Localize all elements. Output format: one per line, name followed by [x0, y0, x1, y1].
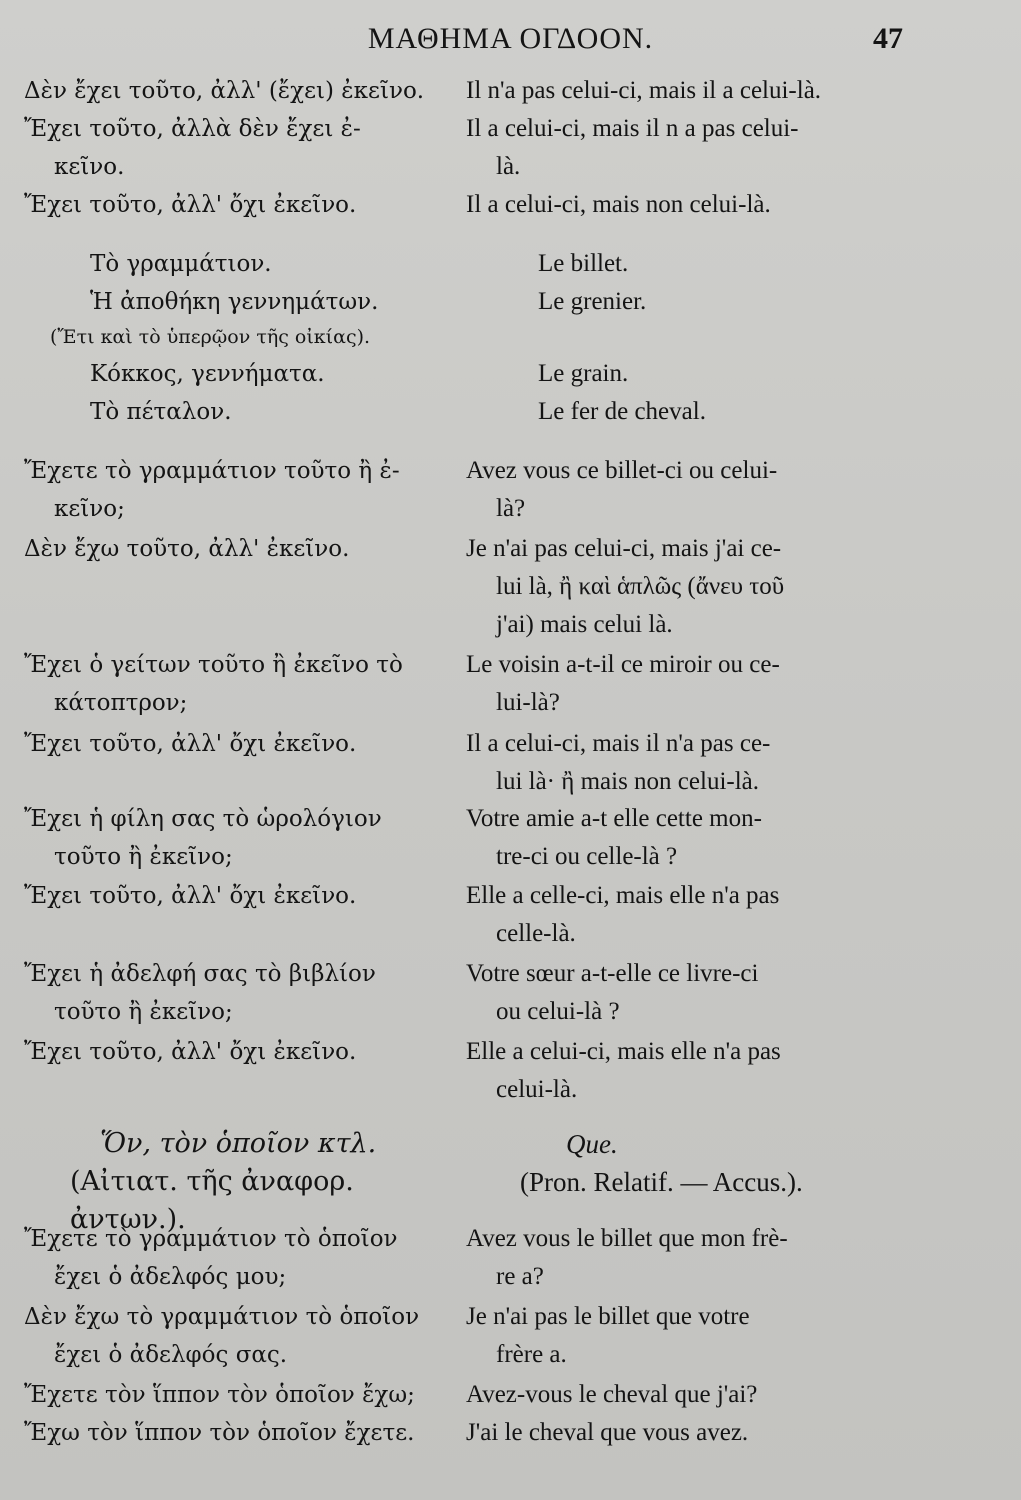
- greek-text-line: Ἔχει τοῦτο, ἀλλ' ὄχι ἐκεῖνο.: [24, 192, 357, 218]
- greek-text: [24, 530, 459, 568]
- french-text-line: Elle a celui-ci, mais elle n'a pas: [466, 1038, 781, 1065]
- greek-text-line: Ἔχει ἡ ἀδελφή σας τὸ βιβλίον: [24, 961, 376, 987]
- french-text-line: lui-là?: [496, 689, 560, 716]
- greek-text-line: Ἔχει τοῦτο, ἀλλ' ὄχι ἐκεῖνο.: [24, 1039, 357, 1065]
- greek-text-line: κεῖνο.: [54, 154, 125, 180]
- section-heading-french: Que.: [566, 1129, 618, 1159]
- french-text: [466, 1298, 896, 1374]
- french-text-line: Il a celui-ci, mais non celui-là.: [466, 191, 771, 218]
- french-text: [466, 452, 896, 528]
- greek-text: [24, 1376, 459, 1414]
- french-text-line: lui là· ἢ mais non celui-là.: [496, 768, 760, 795]
- french-text: [466, 530, 896, 644]
- french-text: [466, 72, 896, 110]
- french-text-line: Le voisin a-t-il ce miroir ou ce-: [466, 651, 780, 678]
- french-text-line: tre-ci ou celle-là ?: [496, 843, 678, 870]
- greek-text: [24, 1033, 459, 1071]
- greek-term: Τὸ πέταλον.: [90, 399, 232, 425]
- greek-text: [24, 955, 459, 1031]
- greek-text: [24, 1414, 459, 1452]
- greek-text-line: Δὲν ἔχω τοῦτο, ἀλλ' ἐκεῖνο.: [24, 536, 350, 562]
- french-text-line: Je n'ai pas le billet que votre: [466, 1303, 750, 1330]
- french-text: [466, 800, 896, 876]
- french-term: Le grenier.: [538, 288, 647, 315]
- greek-term: Κόκκος, γεννήματα.: [90, 361, 325, 387]
- french-text: [466, 1376, 896, 1414]
- greek-text: [24, 1298, 459, 1374]
- french-text-line: celui-là.: [496, 1076, 578, 1103]
- french-text: [466, 1033, 896, 1109]
- greek-text: [24, 1220, 459, 1296]
- french-text-line: Je n'ai pas celui-ci, mais j'ai ce-: [466, 535, 782, 562]
- greek-text-line: τοῦτο ἢ ἐκεῖνο;: [54, 999, 233, 1025]
- greek-term: (Ἔτι καὶ τὸ ὑπερῷον τῆς οἰκίας).: [50, 326, 371, 348]
- greek-text: [24, 800, 459, 876]
- french-text-line: Avez-vous le cheval que j'ai?: [466, 1381, 758, 1408]
- french-text: [466, 725, 896, 801]
- french-text-line: Il n'a pas celui-ci, mais il a celui-là.: [466, 77, 822, 104]
- french-text-line: Votre sœur a-t-elle ce livre-ci: [466, 960, 759, 987]
- french-text: [466, 1220, 896, 1296]
- greek-term: Ἡ ἀποθήκη γεννημάτων.: [90, 289, 379, 315]
- french-text-line: J'ai le cheval que vous avez.: [466, 1419, 749, 1446]
- french-term: Le billet.: [538, 250, 629, 277]
- french-text-line: Votre amie a-t elle cette mon-: [466, 805, 762, 832]
- french-text: [466, 955, 896, 1031]
- greek-text: [24, 110, 459, 186]
- greek-text-line: κεῖνο;: [54, 496, 125, 522]
- greek-text-line: τοῦτο ἢ ἐκεῖνο;: [54, 844, 233, 870]
- french-text-line: Avez vous le billet que mon frè-: [466, 1225, 788, 1252]
- french-text-line: Avez vous ce billet-ci ou celui-: [466, 457, 778, 484]
- greek-text-line: ἔχει ὁ ἀδελφός μου;: [54, 1264, 287, 1290]
- french-term: Le grain.: [538, 360, 629, 387]
- french-text-line: Il a celui-ci, mais il n'a pas ce-: [466, 730, 771, 757]
- page-number: 47: [873, 22, 903, 55]
- french-text: [466, 1414, 896, 1452]
- greek-text-line: Ἔχω τὸν ἵππον τὸν ὁποῖον ἔχετε.: [24, 1420, 415, 1446]
- page-title: ΜΑΘΗΜΑ ΟΓΔΟΟΝ.: [367, 22, 654, 55]
- greek-text: [24, 186, 459, 224]
- french-text-line: Elle a celle-ci, mais elle n'a pas: [466, 882, 780, 909]
- section-subheading-french: (Pron. Relatif. — Accus.).: [520, 1167, 803, 1197]
- greek-text-line: Ἔχει τοῦτο, ἀλλ' ὄχι ἐκεῖνο.: [24, 883, 357, 909]
- greek-text-line: Ἔχει ἡ φίλη σας τὸ ὡρολόγιον: [24, 806, 382, 832]
- section-subheading-greek: (Αἰτιατ. τῆς ἀναφορ. ἀντων.).: [70, 1166, 354, 1235]
- french-term: Le fer de cheval.: [538, 398, 706, 425]
- greek-text-line: Ἔχει τοῦτο, ἀλλὰ δὲν ἔχει ἐ-: [24, 116, 361, 142]
- greek-text-line: Ἔχει τοῦτο, ἀλλ' ὄχι ἐκεῖνο.: [24, 731, 357, 757]
- greek-text: [24, 877, 459, 915]
- french-text-line: j'ai) mais celui là.: [496, 611, 673, 638]
- greek-text: [24, 725, 459, 763]
- greek-text-line: κάτοπτρον;: [54, 690, 188, 716]
- french-text-line: là?: [496, 495, 526, 522]
- greek-term: Τὸ γραμμάτιον.: [90, 251, 272, 277]
- greek-text-line: Ἔχετε τὸ γραμμάτιον τὸ ὁποῖον: [24, 1226, 398, 1252]
- french-text-line: lui là, ἢ καὶ ἁπλῶς (ἄνευ τοῦ: [496, 573, 785, 600]
- greek-text: [24, 646, 459, 722]
- french-text-line: celle-là.: [496, 920, 576, 947]
- greek-text-line: ἔχει ὁ ἀδελφός σας.: [54, 1342, 288, 1368]
- french-text: [466, 186, 896, 224]
- french-text-line: frère a.: [496, 1341, 567, 1368]
- greek-text-line: Ἔχει ὁ γείτων τοῦτο ἢ ἐκεῖνο τὸ: [24, 652, 403, 678]
- french-text-line: là.: [496, 153, 521, 180]
- french-text: [466, 646, 896, 722]
- greek-text: [24, 72, 459, 110]
- section-heading-greek: Ὅν, τὸν ὁποῖον κτλ.: [100, 1128, 377, 1159]
- french-text: [466, 110, 896, 186]
- greek-text-line: Δὲν ἔχει τοῦτο, ἀλλ' (ἔχει) ἐκεῖνο.: [24, 78, 425, 104]
- french-text-line: Il a celui-ci, mais il n a pas celui-: [466, 115, 799, 142]
- greek-text-line: Ἔχετε τὸ γραμμάτιον τοῦτο ἢ ἐ-: [24, 458, 400, 484]
- french-text-line: ou celui-là ?: [496, 998, 620, 1025]
- greek-text: [24, 452, 459, 528]
- french-text-line: re a?: [496, 1263, 544, 1290]
- greek-text-line: Ἔχετε τὸν ἵππον τὸν ὁποῖον ἔχω;: [24, 1382, 415, 1408]
- french-text: [466, 877, 896, 953]
- greek-text-line: Δὲν ἔχω τὸ γραμμάτιον τὸ ὁποῖον: [24, 1304, 420, 1330]
